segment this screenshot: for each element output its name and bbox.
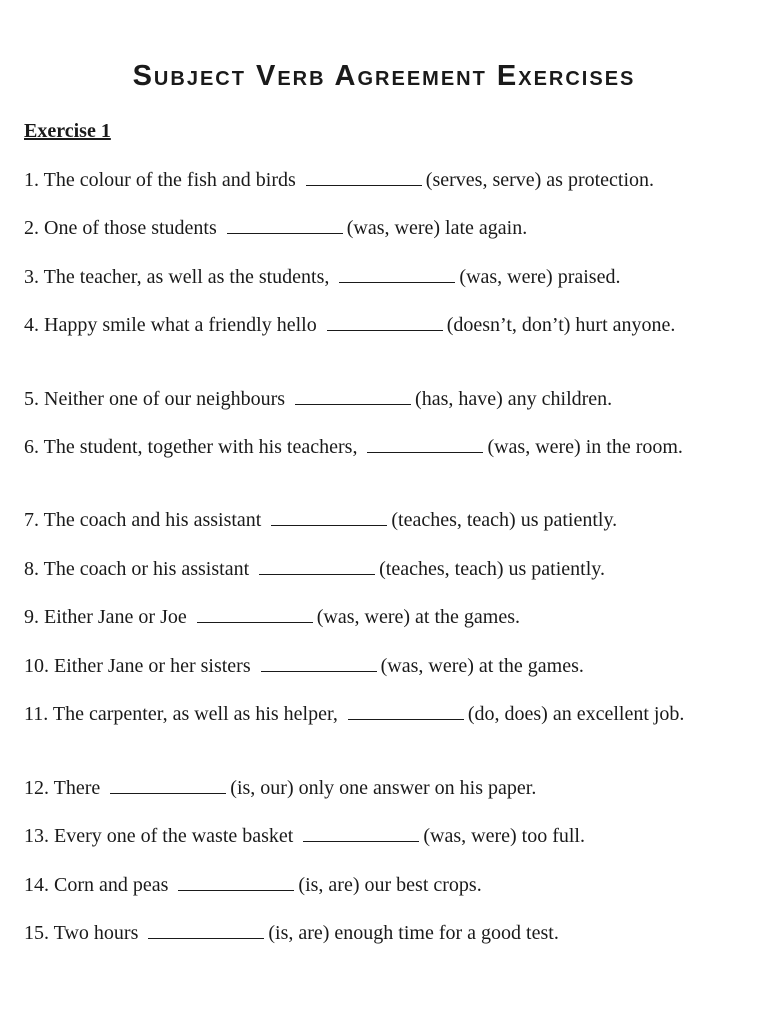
question-text: 7. The coach and his assistant bbox=[24, 509, 262, 531]
question-text: 4. Happy smile what a friendly hello bbox=[24, 314, 317, 336]
answer-blank[interactable] bbox=[306, 168, 422, 186]
question-text: 3. The teacher, as well as the students, bbox=[24, 266, 330, 288]
answer-blank[interactable] bbox=[259, 557, 375, 575]
question-text: 9. Either Jane or Joe bbox=[24, 606, 187, 628]
answer-blank[interactable] bbox=[178, 873, 294, 891]
answer-blank[interactable] bbox=[327, 313, 443, 331]
question-6 bbox=[24, 434, 745, 460]
question-options: (was, were) in the room. bbox=[487, 436, 683, 458]
question-2 bbox=[24, 215, 745, 241]
question-options: (is, our) only one answer on his paper. bbox=[230, 777, 537, 799]
exercise-heading: Exercise 1 bbox=[24, 120, 111, 142]
question-1 bbox=[24, 167, 745, 193]
question-11 bbox=[24, 701, 745, 727]
question-3 bbox=[24, 264, 745, 290]
question-options: (was, were) praised. bbox=[459, 266, 621, 288]
answer-blank[interactable] bbox=[227, 216, 343, 234]
answer-blank[interactable] bbox=[261, 654, 377, 672]
question-options: (was, were) at the games. bbox=[380, 655, 584, 677]
question-4 bbox=[24, 312, 745, 338]
question-text: 8. The coach or his assistant bbox=[24, 558, 250, 580]
question-options: (was, were) too full. bbox=[423, 825, 585, 847]
question-text: 10. Either Jane or her sisters bbox=[24, 655, 251, 677]
question-options: (is, are) enough time for a good test. bbox=[268, 922, 559, 944]
question-5 bbox=[24, 386, 745, 412]
answer-blank[interactable] bbox=[295, 387, 411, 405]
question-7 bbox=[24, 507, 745, 533]
question-options: (doesn’t, don’t) hurt anyone. bbox=[446, 314, 676, 336]
question-text: 14. Corn and peas bbox=[24, 874, 169, 896]
question-text: 15. Two hours bbox=[24, 922, 139, 944]
page-title: Subject Verb Agreement Exercises bbox=[132, 60, 636, 92]
answer-blank[interactable] bbox=[367, 435, 483, 453]
question-text: 6. The student, together with his teachers, bbox=[24, 436, 358, 458]
question-options: (has, have) any children. bbox=[415, 388, 613, 410]
question-text: 5. Neither one of our neighbours bbox=[24, 388, 286, 410]
question-12 bbox=[24, 775, 745, 801]
question-text: 13. Every one of the waste basket bbox=[24, 825, 294, 847]
question-8 bbox=[24, 556, 745, 582]
question-text: 12. There bbox=[24, 777, 101, 799]
question-options: (teaches, teach) us patiently. bbox=[391, 509, 618, 531]
answer-blank[interactable] bbox=[148, 921, 264, 939]
answer-blank[interactable] bbox=[339, 265, 455, 283]
question-15 bbox=[24, 920, 745, 946]
question-options: (was, were) late again. bbox=[346, 217, 528, 239]
question-options: (serves, serve) as protection. bbox=[425, 169, 655, 191]
answer-blank[interactable] bbox=[110, 776, 226, 794]
question-text: 2. One of those students bbox=[24, 217, 217, 239]
question-9 bbox=[24, 604, 745, 630]
question-options: (was, were) at the games. bbox=[316, 606, 520, 628]
question-text: 11. The carpenter, as well as his helper, bbox=[24, 703, 338, 725]
question-options: (do, does) an excellent job. bbox=[467, 703, 685, 725]
answer-blank[interactable] bbox=[271, 508, 387, 526]
question-13 bbox=[24, 823, 745, 849]
question-14 bbox=[24, 872, 745, 898]
question-text: 1. The colour of the fish and birds bbox=[24, 169, 296, 191]
question-10 bbox=[24, 653, 745, 679]
answer-blank[interactable] bbox=[348, 702, 464, 720]
question-options: (is, are) our best crops. bbox=[298, 874, 482, 896]
answer-blank[interactable] bbox=[197, 605, 313, 623]
question-options: (teaches, teach) us patiently. bbox=[379, 558, 605, 580]
answer-blank[interactable] bbox=[303, 824, 419, 842]
